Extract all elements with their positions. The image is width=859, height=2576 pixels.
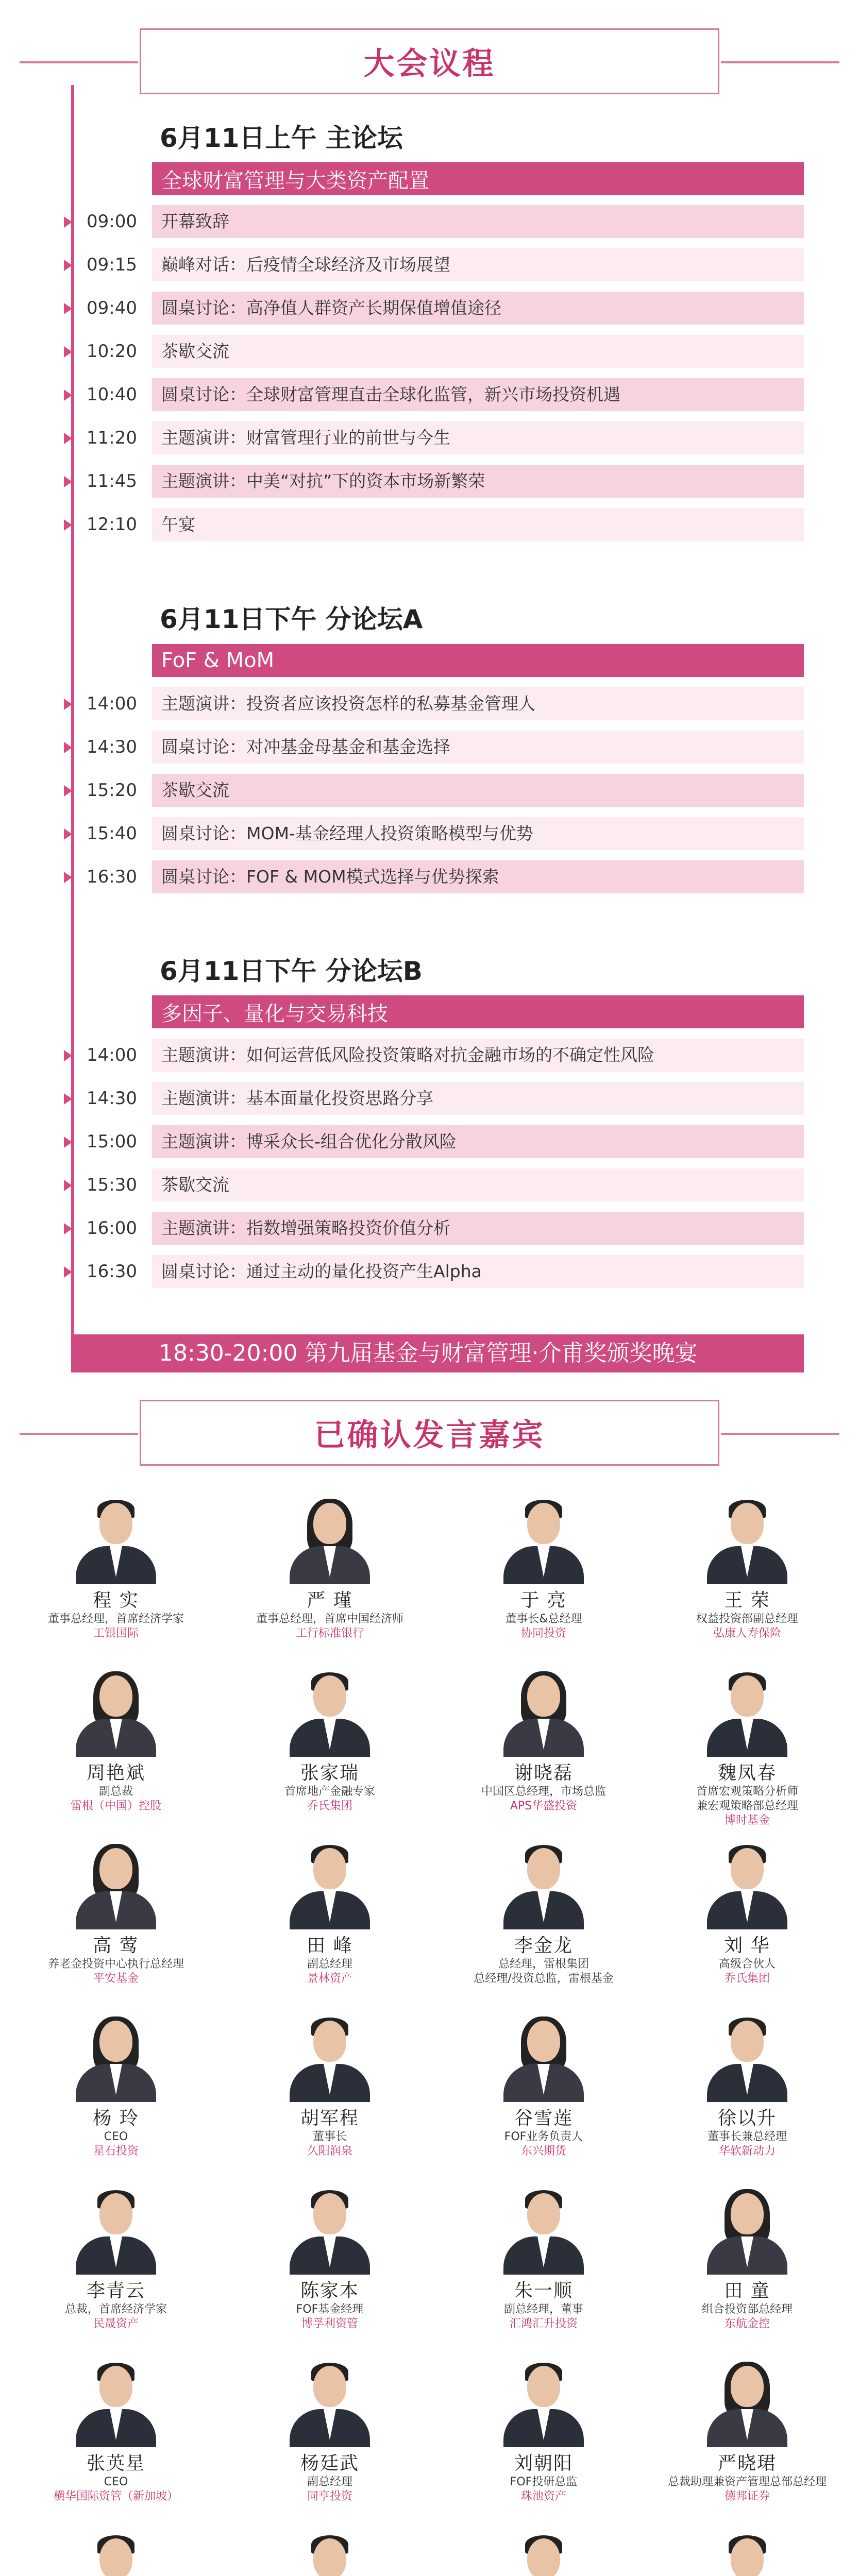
speaker-photo	[278, 1669, 381, 1757]
speaker-title: 高级合伙人	[718, 1958, 776, 1971]
speaker-card	[451, 2187, 636, 2331]
speaker-title: CEO	[104, 2130, 128, 2143]
agenda-item: 主题演讲：博采众长-组合优化分散风险	[152, 1125, 804, 1158]
speaker-name: 王 荣	[724, 1590, 770, 1611]
speaker-title: 中国区总经理，市场总监	[481, 1785, 606, 1798]
speaker-card	[654, 1497, 840, 1641]
timeline-marker-icon	[64, 519, 72, 531]
speaker-name: 魏凤春	[717, 1762, 777, 1784]
speaker-photo	[64, 2360, 167, 2447]
speaker-title: 董事总经理，首席中国经济师	[256, 1613, 403, 1625]
timeline-marker-icon	[64, 1266, 72, 1278]
speaker-photo	[64, 2014, 167, 2102]
speaker-card	[654, 2014, 840, 2159]
speaker-photo	[492, 2360, 595, 2447]
agenda-item: 开幕致辞	[152, 205, 804, 238]
agenda-time: 16:00	[87, 1218, 137, 1239]
speaker-photo	[278, 2360, 381, 2447]
speaker-title: FOF业务负责人	[504, 2130, 583, 2143]
agenda-time: 09:15	[87, 255, 137, 275]
speaker-photo	[64, 1497, 167, 1584]
speaker-photo	[278, 1842, 381, 1929]
speaker-name: 胡军程	[300, 2108, 359, 2129]
speaker-name: 李青云	[86, 2280, 145, 2301]
speaker-org: APS华盛投资	[510, 1800, 578, 1812]
speaker-name: 程 实	[93, 1590, 139, 1611]
speaker-photo	[492, 2014, 595, 2102]
agenda-item: 圆桌讨论：高净值人群资产长期保值增值途径	[152, 292, 804, 325]
speaker-org: 工行标准银行	[295, 1627, 364, 1640]
speaker-name: 李金龙	[514, 1935, 573, 1956]
agenda-time: 14:30	[87, 737, 137, 757]
speaker-title: 副总经理，董事	[503, 2303, 583, 2316]
speaker-name: 于 亮	[520, 1590, 567, 1611]
agenda-row	[0, 465, 824, 498]
speaker-org: 东兴期货	[520, 2145, 566, 2158]
agenda-item: 圆桌讨论：MOM-基金经理人投资策略模型与优势	[152, 817, 804, 850]
session-heading: 6月11日上午 主论坛	[160, 123, 403, 153]
speaker-name: 谷雪莲	[514, 2108, 573, 2129]
speaker-title: 养老金投资中心执行总经理	[47, 1958, 184, 1971]
speaker-card	[451, 2532, 636, 2576]
speaker-org: 景林资产	[307, 1972, 352, 1985]
agenda-row	[0, 731, 824, 764]
agenda-item: 圆桌讨论：对冲基金母基金和基金选择	[152, 731, 804, 764]
speaker-title: 总裁助理兼资产管理总部总经理	[667, 2476, 827, 2488]
speaker-org: 汇鸿汇升投资	[509, 2317, 578, 2330]
timeline-marker-icon	[64, 699, 72, 710]
speaker-card	[237, 2014, 423, 2159]
track-banner: 全球财富管理与大类资产配置	[152, 162, 804, 195]
speaker-card	[23, 1669, 209, 1814]
speaker-card	[451, 1497, 636, 1641]
speaker-photo	[696, 2187, 799, 2275]
speaker-card	[237, 1669, 423, 1814]
speaker-card	[237, 2187, 423, 2331]
timeline-marker-icon	[64, 260, 72, 271]
speaker-title-2: 总经理/投资总监，雷根基金	[474, 1972, 614, 1985]
speaker-card	[237, 1842, 423, 1986]
timeline-marker-icon	[64, 872, 72, 883]
speaker-org: 弘康人寿保险	[713, 1627, 781, 1640]
speaker-card	[654, 2187, 840, 2331]
agenda-item: 巅峰对话：后疫情全球经济及市场展望	[152, 248, 804, 281]
timeline-marker-icon	[64, 1050, 72, 1061]
speaker-card	[23, 2532, 209, 2576]
gala-banner: 18:30-20:00 第九届基金与财富管理·介甫奖颁奖晚宴	[71, 1334, 804, 1372]
speaker-card	[237, 2360, 423, 2504]
speaker-photo	[278, 2187, 381, 2275]
speaker-org: 工银国际	[93, 1627, 139, 1640]
speaker-title: 董事总经理，首席经济学家	[47, 1613, 184, 1625]
agenda-row	[0, 1082, 824, 1115]
speaker-org: 星石投资	[93, 2145, 139, 2158]
speaker-photo	[492, 1669, 595, 1757]
timeline-marker-icon	[64, 785, 72, 796]
speaker-photo	[64, 1842, 167, 1929]
agenda-time: 16:30	[87, 1261, 137, 1282]
speaker-name: 周艳斌	[86, 1762, 145, 1784]
speaker-name: 徐以升	[717, 2108, 777, 2129]
agenda-time: 09:00	[87, 211, 137, 232]
timeline-marker-icon	[64, 389, 72, 401]
speaker-title: 首席地产金融专家	[284, 1785, 375, 1798]
speaker-photo	[696, 2360, 799, 2447]
speaker-card	[654, 2360, 840, 2504]
timeline-marker-icon	[64, 1137, 72, 1148]
agenda-row	[0, 335, 824, 368]
agenda-item: 茶歇交流	[152, 774, 804, 807]
speaker-org: 雷根（中国）控股	[70, 1800, 161, 1812]
timeline-marker-icon	[64, 476, 72, 487]
agenda-time: 14:00	[87, 1045, 137, 1065]
speaker-name: 陈家本	[300, 2280, 359, 2301]
speaker-title: FOF投研总监	[510, 2476, 578, 2488]
timeline-marker-icon	[64, 1180, 72, 1191]
speaker-name: 张英星	[86, 2453, 145, 2474]
agenda-item: 圆桌讨论：FOF & MOM模式选择与优势探索	[152, 860, 804, 893]
speaker-card	[451, 2360, 636, 2504]
agenda-row	[0, 817, 824, 850]
track-banner: FoF & MoM	[152, 644, 804, 677]
speaker-photo	[492, 1842, 595, 1929]
speaker-org: 同亨投资	[307, 2490, 352, 2503]
agenda-time: 15:30	[87, 1175, 137, 1195]
speaker-title-2: 兼宏观策略部总经理	[696, 1800, 798, 1812]
timeline-marker-icon	[64, 303, 72, 314]
speaker-card	[451, 2014, 636, 2159]
speaker-title: 董事长	[312, 2130, 347, 2143]
agenda-time: 11:45	[87, 471, 137, 492]
speaker-name: 张家瑞	[300, 1762, 359, 1784]
speaker-photo	[278, 1497, 381, 1584]
agenda-row	[0, 1168, 824, 1201]
speaker-title: 总裁，首席经济学家	[64, 2303, 167, 2316]
speaker-org: 协同投资	[520, 1627, 566, 1640]
speaker-card	[23, 2360, 209, 2504]
agenda-time: 11:20	[87, 428, 137, 448]
session-heading: 6月11日下午 分论坛B	[160, 956, 423, 986]
agenda-row	[0, 1039, 824, 1072]
timeline-marker-icon	[64, 216, 72, 228]
speaker-photo	[492, 2187, 595, 2275]
speaker-title: 首席宏观策略分析师	[696, 1785, 798, 1798]
agenda-item: 圆桌讨论：全球财富管理直击全球化监管，新兴市场投资机遇	[152, 378, 804, 411]
agenda-row	[0, 1212, 824, 1245]
speaker-name: 刘 华	[724, 1935, 770, 1956]
speaker-org: 东航金控	[724, 2317, 770, 2330]
agenda-row	[0, 774, 824, 807]
speaker-photo	[696, 1669, 799, 1757]
agenda-row	[0, 292, 824, 325]
speaker-name: 严 瑾	[307, 1590, 353, 1611]
timeline-marker-icon	[64, 346, 72, 358]
agenda-time: 16:30	[87, 867, 137, 887]
speaker-card	[23, 2014, 209, 2159]
speaker-org: 博孚利资管	[301, 2317, 358, 2330]
agenda-item: 圆桌讨论：通过主动的量化投资产生Alpha	[152, 1255, 804, 1288]
agenda-row	[0, 421, 824, 454]
speaker-name: 高 莺	[93, 1935, 139, 1956]
agenda-item: 茶歇交流	[152, 1168, 804, 1201]
agenda-time: 15:20	[87, 780, 137, 801]
speaker-card	[451, 1842, 636, 1986]
speaker-card	[23, 2187, 209, 2331]
agenda-time: 10:20	[87, 341, 137, 362]
agenda-row	[0, 508, 824, 541]
agenda-item: 茶歇交流	[152, 335, 804, 368]
speaker-photo	[696, 1842, 799, 1929]
speaker-org: 博时基金	[724, 1814, 770, 1827]
agenda-time: 10:40	[87, 384, 137, 405]
speaker-title: 总经理，雷根集团	[498, 1958, 589, 1971]
agenda-row	[0, 1255, 824, 1288]
agenda-row	[0, 378, 824, 411]
speaker-name: 朱一顺	[514, 2280, 573, 2301]
timeline-marker-icon	[64, 828, 72, 840]
speaker-org: 横华国际资管（新加坡）	[53, 2490, 178, 2503]
agenda-time: 15:40	[87, 823, 137, 844]
speaker-name: 杨廷武	[300, 2453, 359, 2474]
agenda-title: 大会议程	[140, 28, 719, 94]
speaker-org: 珠池资产	[520, 2490, 566, 2503]
session-heading: 6月11日下午 分论坛A	[160, 604, 423, 634]
speaker-card	[451, 1669, 636, 1814]
speaker-photo	[278, 2532, 381, 2576]
track-banner: 多因子、量化与交易科技	[152, 995, 804, 1028]
speaker-title: 董事长兼总经理	[707, 2130, 787, 2143]
agenda-row	[0, 860, 824, 893]
agenda-item: 主题演讲：指数增强策略投资价值分析	[152, 1212, 804, 1245]
speaker-title: 副总经理	[307, 1958, 352, 1971]
timeline-marker-icon	[64, 433, 72, 444]
speaker-card	[237, 2532, 423, 2576]
speaker-name: 田 童	[724, 2280, 770, 2301]
speaker-org: 华软新动力	[718, 2145, 776, 2158]
speaker-card	[23, 1497, 209, 1641]
speaker-org: 德邦证券	[724, 2490, 770, 2503]
timeline-marker-icon	[64, 742, 72, 753]
speaker-org: 平安基金	[93, 1972, 139, 1985]
speaker-name: 严晓珺	[717, 2453, 777, 2474]
speaker-title: 权益投资部副总经理	[696, 1613, 798, 1625]
speaker-card	[23, 1842, 209, 1986]
agenda-item: 主题演讲：财富管理行业的前世与今生	[152, 421, 804, 454]
speaker-title: 组合投资部总经理	[701, 2303, 793, 2316]
speakers-title: 已确认发言嘉宾	[140, 1400, 719, 1466]
speaker-org: 民晟资产	[93, 2317, 139, 2330]
speaker-photo	[492, 1497, 595, 1584]
speaker-org: 乔氏集团	[307, 1800, 352, 1812]
agenda-time: 14:30	[87, 1088, 137, 1109]
agenda-time: 09:40	[87, 298, 137, 318]
timeline-marker-icon	[64, 1223, 72, 1234]
speaker-photo	[696, 2014, 799, 2102]
speaker-photo	[64, 2187, 167, 2275]
agenda-row	[0, 1125, 824, 1158]
speaker-photo	[64, 2532, 167, 2576]
speaker-photo	[492, 2532, 595, 2576]
agenda-row	[0, 248, 824, 281]
speaker-name: 田 峰	[307, 1935, 353, 1956]
speaker-org: 久阳润泉	[307, 2145, 352, 2158]
speaker-name: 谢晓磊	[514, 1762, 573, 1784]
agenda-time: 14:00	[87, 693, 137, 714]
speaker-photo	[64, 1669, 167, 1757]
speaker-title: 副总经理	[307, 2476, 352, 2488]
speaker-card	[654, 1842, 840, 1986]
agenda-item: 主题演讲：投资者应该投资怎样的私募基金管理人	[152, 687, 804, 720]
speaker-title: 董事长&总经理	[505, 1613, 582, 1625]
speaker-photo	[696, 2532, 799, 2576]
speaker-photo	[278, 2014, 381, 2102]
speaker-title: 副总裁	[98, 1785, 133, 1798]
agenda-time: 12:10	[87, 514, 137, 535]
timeline-marker-icon	[64, 1093, 72, 1105]
speaker-title: CEO	[104, 2476, 128, 2488]
agenda-row	[0, 687, 824, 720]
agenda-item: 主题演讲：中美“对抗”下的资本市场新繁荣	[152, 465, 804, 498]
speaker-name: 杨 玲	[93, 2108, 139, 2129]
agenda-item: 主题演讲：如何运营低风险投资策略对抗金融市场的不确定性风险	[152, 1039, 804, 1072]
speaker-card	[654, 2532, 840, 2576]
speaker-card	[237, 1497, 423, 1641]
agenda-time: 15:00	[87, 1131, 137, 1152]
speaker-card	[654, 1669, 840, 1828]
agenda-item: 午宴	[152, 508, 804, 541]
agenda-item: 主题演讲：基本面量化投资思路分享	[152, 1082, 804, 1115]
speaker-title: FOF基金经理	[296, 2303, 364, 2316]
speaker-name: 刘朝阳	[514, 2453, 573, 2474]
speaker-org: 乔氏集团	[724, 1972, 770, 1985]
speaker-photo	[696, 1497, 799, 1584]
agenda-row	[0, 205, 824, 238]
